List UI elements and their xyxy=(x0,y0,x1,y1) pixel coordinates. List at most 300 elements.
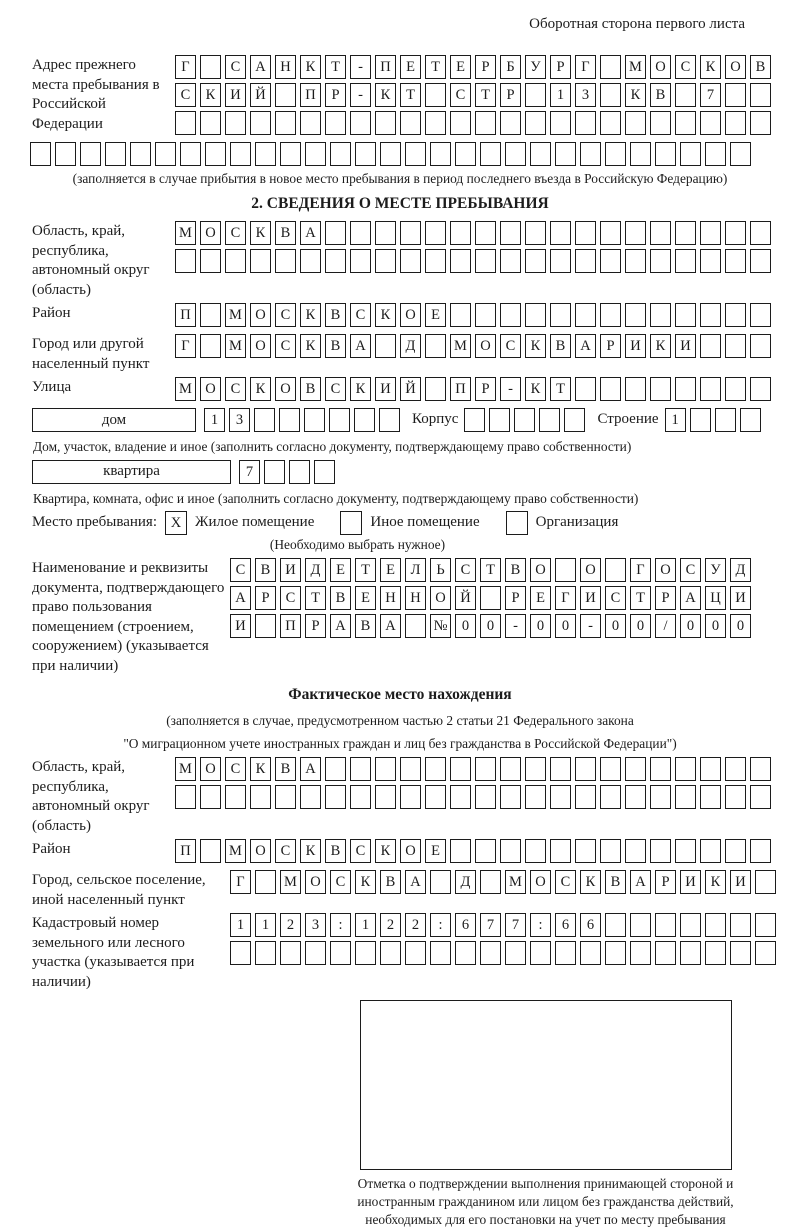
char-cell[interactable] xyxy=(200,334,221,358)
char-cell[interactable] xyxy=(475,249,496,273)
char-cell[interactable]: Т xyxy=(550,377,571,401)
char-cell[interactable]: К xyxy=(300,839,321,863)
char-cell[interactable] xyxy=(450,839,471,863)
char-cell[interactable]: С xyxy=(230,558,251,582)
char-cell[interactable] xyxy=(480,870,501,894)
char-cell[interactable] xyxy=(425,757,446,781)
char-cell[interactable] xyxy=(350,785,371,809)
char-cell[interactable] xyxy=(700,303,721,327)
char-cell[interactable] xyxy=(355,941,376,965)
char-cell[interactable]: К xyxy=(375,303,396,327)
char-cell[interactable]: Е xyxy=(400,55,421,79)
char-cell[interactable] xyxy=(730,941,751,965)
char-cell[interactable] xyxy=(450,785,471,809)
char-cell[interactable]: 0 xyxy=(605,614,626,638)
char-cell[interactable]: П xyxy=(175,303,196,327)
char-cell[interactable] xyxy=(530,941,551,965)
char-cell[interactable] xyxy=(725,377,746,401)
char-cell[interactable]: К xyxy=(375,83,396,107)
char-cell[interactable] xyxy=(300,111,321,135)
char-cell[interactable] xyxy=(750,221,771,245)
char-cell[interactable] xyxy=(380,941,401,965)
char-cell[interactable] xyxy=(255,142,276,166)
char-cell[interactable]: В xyxy=(325,303,346,327)
char-cell[interactable]: 2 xyxy=(380,913,401,937)
char-cell[interactable]: М xyxy=(225,334,246,358)
char-cell[interactable] xyxy=(539,408,560,432)
char-cell[interactable] xyxy=(705,913,726,937)
char-cell[interactable]: Р xyxy=(325,83,346,107)
char-cell[interactable]: В xyxy=(380,870,401,894)
char-cell[interactable] xyxy=(725,839,746,863)
char-cell[interactable] xyxy=(650,221,671,245)
char-cell[interactable]: В xyxy=(550,334,571,358)
char-cell[interactable]: Ц xyxy=(705,586,726,610)
char-cell[interactable]: А xyxy=(330,614,351,638)
char-cell[interactable] xyxy=(525,303,546,327)
char-cell[interactable]: 6 xyxy=(580,913,601,937)
char-cell[interactable]: М xyxy=(450,334,471,358)
char-cell[interactable]: Д xyxy=(455,870,476,894)
char-cell[interactable] xyxy=(505,941,526,965)
char-cell[interactable] xyxy=(725,757,746,781)
char-cell[interactable] xyxy=(600,785,621,809)
char-cell[interactable] xyxy=(750,785,771,809)
char-cell[interactable]: С xyxy=(350,303,371,327)
char-cell[interactable] xyxy=(325,757,346,781)
char-cell[interactable]: 0 xyxy=(730,614,751,638)
char-cell[interactable]: К xyxy=(650,334,671,358)
char-cell[interactable]: К xyxy=(580,870,601,894)
char-cell[interactable]: 0 xyxy=(705,614,726,638)
char-cell[interactable] xyxy=(405,941,426,965)
char-cell[interactable] xyxy=(600,83,621,107)
char-cell[interactable] xyxy=(405,614,426,638)
char-cell[interactable]: В xyxy=(355,614,376,638)
char-cell[interactable]: С xyxy=(450,83,471,107)
char-cell[interactable] xyxy=(450,111,471,135)
char-cell[interactable] xyxy=(750,757,771,781)
char-cell[interactable] xyxy=(200,839,221,863)
char-cell[interactable]: А xyxy=(230,586,251,610)
char-cell[interactable]: 1 xyxy=(355,913,376,937)
char-cell[interactable]: С xyxy=(555,870,576,894)
char-cell[interactable] xyxy=(730,142,751,166)
char-cell[interactable] xyxy=(314,460,335,484)
char-cell[interactable]: 7 xyxy=(239,460,260,484)
char-cell[interactable] xyxy=(225,249,246,273)
char-cell[interactable]: 7 xyxy=(505,913,526,937)
char-cell[interactable]: Р xyxy=(500,83,521,107)
char-cell[interactable] xyxy=(630,142,651,166)
char-cell[interactable]: Н xyxy=(405,586,426,610)
char-cell[interactable] xyxy=(180,142,201,166)
char-cell[interactable]: Г xyxy=(175,334,196,358)
char-cell[interactable] xyxy=(500,839,521,863)
char-cell[interactable]: К xyxy=(355,870,376,894)
char-cell[interactable]: Р xyxy=(505,586,526,610)
char-cell[interactable] xyxy=(675,221,696,245)
char-cell[interactable] xyxy=(600,221,621,245)
char-cell[interactable] xyxy=(750,303,771,327)
char-cell[interactable]: Т xyxy=(425,55,446,79)
char-cell[interactable]: К xyxy=(625,83,646,107)
char-cell[interactable] xyxy=(450,757,471,781)
char-cell[interactable]: Т xyxy=(355,558,376,582)
char-cell[interactable] xyxy=(329,408,350,432)
char-cell[interactable] xyxy=(650,757,671,781)
char-cell[interactable]: С xyxy=(225,55,246,79)
char-cell[interactable] xyxy=(625,757,646,781)
char-cell[interactable] xyxy=(715,408,736,432)
char-cell[interactable]: С xyxy=(605,586,626,610)
char-cell[interactable]: А xyxy=(300,757,321,781)
char-cell[interactable] xyxy=(730,913,751,937)
char-cell[interactable] xyxy=(275,111,296,135)
char-cell[interactable]: С xyxy=(275,303,296,327)
char-cell[interactable]: А xyxy=(575,334,596,358)
char-cell[interactable] xyxy=(575,757,596,781)
char-cell[interactable]: Г xyxy=(230,870,251,894)
char-cell[interactable] xyxy=(675,111,696,135)
char-cell[interactable] xyxy=(675,303,696,327)
char-cell[interactable] xyxy=(455,142,476,166)
char-cell[interactable] xyxy=(625,785,646,809)
char-cell[interactable] xyxy=(330,142,351,166)
char-cell[interactable]: В xyxy=(275,221,296,245)
char-cell[interactable]: А xyxy=(680,586,701,610)
char-cell[interactable] xyxy=(580,941,601,965)
char-cell[interactable]: С xyxy=(275,334,296,358)
char-cell[interactable] xyxy=(475,785,496,809)
char-cell[interactable]: - xyxy=(505,614,526,638)
char-cell[interactable]: И xyxy=(675,334,696,358)
char-cell[interactable]: О xyxy=(200,757,221,781)
char-cell[interactable] xyxy=(680,941,701,965)
char-cell[interactable] xyxy=(455,941,476,965)
char-cell[interactable]: К xyxy=(705,870,726,894)
char-cell[interactable] xyxy=(30,142,51,166)
char-cell[interactable] xyxy=(630,941,651,965)
char-cell[interactable] xyxy=(580,142,601,166)
char-cell[interactable]: О xyxy=(530,870,551,894)
char-cell[interactable]: 7 xyxy=(480,913,501,937)
char-cell[interactable] xyxy=(514,408,535,432)
char-cell[interactable] xyxy=(305,941,326,965)
char-cell[interactable]: 0 xyxy=(480,614,501,638)
char-cell[interactable] xyxy=(700,785,721,809)
char-cell[interactable]: К xyxy=(250,757,271,781)
char-cell[interactable]: Ь xyxy=(430,558,451,582)
char-cell[interactable] xyxy=(280,142,301,166)
char-cell[interactable]: Е xyxy=(450,55,471,79)
char-cell[interactable]: - xyxy=(350,55,371,79)
char-cell[interactable] xyxy=(304,408,325,432)
char-cell[interactable]: 1 xyxy=(665,408,686,432)
char-cell[interactable] xyxy=(200,785,221,809)
char-cell[interactable] xyxy=(250,111,271,135)
char-cell[interactable]: М xyxy=(625,55,646,79)
char-cell[interactable]: У xyxy=(525,55,546,79)
char-cell[interactable] xyxy=(605,913,626,937)
char-cell[interactable]: С xyxy=(225,377,246,401)
char-cell[interactable] xyxy=(350,221,371,245)
char-cell[interactable]: С xyxy=(680,558,701,582)
char-cell[interactable]: Б xyxy=(500,55,521,79)
char-cell[interactable]: Й xyxy=(400,377,421,401)
char-cell[interactable] xyxy=(425,785,446,809)
char-cell[interactable]: Т xyxy=(475,83,496,107)
char-cell[interactable]: К xyxy=(525,377,546,401)
char-cell[interactable]: К xyxy=(300,55,321,79)
char-cell[interactable]: 1 xyxy=(204,408,225,432)
char-cell[interactable]: О xyxy=(400,839,421,863)
char-cell[interactable] xyxy=(105,142,126,166)
char-cell[interactable] xyxy=(680,142,701,166)
char-cell[interactable]: И xyxy=(280,558,301,582)
char-cell[interactable]: О xyxy=(650,55,671,79)
char-cell[interactable] xyxy=(225,111,246,135)
char-cell[interactable] xyxy=(375,221,396,245)
char-cell[interactable]: 7 xyxy=(700,83,721,107)
char-cell[interactable] xyxy=(605,142,626,166)
char-cell[interactable]: Е xyxy=(355,586,376,610)
char-cell[interactable]: 1 xyxy=(230,913,251,937)
char-cell[interactable]: В xyxy=(300,377,321,401)
char-cell[interactable] xyxy=(625,839,646,863)
char-cell[interactable] xyxy=(690,408,711,432)
char-cell[interactable]: В xyxy=(325,334,346,358)
char-cell[interactable] xyxy=(500,303,521,327)
char-cell[interactable] xyxy=(625,303,646,327)
char-cell[interactable] xyxy=(550,839,571,863)
char-cell[interactable]: И xyxy=(625,334,646,358)
char-cell[interactable]: Й xyxy=(250,83,271,107)
char-cell[interactable]: № xyxy=(430,614,451,638)
char-cell[interactable] xyxy=(230,941,251,965)
char-cell[interactable]: К xyxy=(300,303,321,327)
char-cell[interactable] xyxy=(354,408,375,432)
char-cell[interactable] xyxy=(755,941,776,965)
char-cell[interactable]: 0 xyxy=(680,614,701,638)
char-cell[interactable]: И xyxy=(580,586,601,610)
residential-checkbox[interactable]: X xyxy=(165,511,187,535)
char-cell[interactable]: Е xyxy=(380,558,401,582)
char-cell[interactable]: К xyxy=(250,377,271,401)
char-cell[interactable]: А xyxy=(250,55,271,79)
char-cell[interactable] xyxy=(500,757,521,781)
char-cell[interactable] xyxy=(255,941,276,965)
char-cell[interactable]: Г xyxy=(175,55,196,79)
char-cell[interactable] xyxy=(650,839,671,863)
char-cell[interactable] xyxy=(375,249,396,273)
char-cell[interactable]: К xyxy=(375,839,396,863)
char-cell[interactable] xyxy=(650,249,671,273)
char-cell[interactable] xyxy=(550,757,571,781)
char-cell[interactable]: С xyxy=(225,221,246,245)
char-cell[interactable] xyxy=(325,785,346,809)
char-cell[interactable] xyxy=(325,249,346,273)
char-cell[interactable] xyxy=(700,377,721,401)
char-cell[interactable] xyxy=(379,408,400,432)
char-cell[interactable]: 0 xyxy=(630,614,651,638)
house-type-box[interactable]: дом xyxy=(32,408,196,432)
char-cell[interactable]: Т xyxy=(305,586,326,610)
char-cell[interactable]: О xyxy=(655,558,676,582)
char-cell[interactable] xyxy=(605,558,626,582)
char-cell[interactable] xyxy=(275,83,296,107)
char-cell[interactable]: - xyxy=(500,377,521,401)
char-cell[interactable]: М xyxy=(175,377,196,401)
char-cell[interactable] xyxy=(400,785,421,809)
char-cell[interactable]: О xyxy=(275,377,296,401)
char-cell[interactable] xyxy=(200,111,221,135)
char-cell[interactable]: П xyxy=(300,83,321,107)
char-cell[interactable]: О xyxy=(305,870,326,894)
char-cell[interactable] xyxy=(600,249,621,273)
char-cell[interactable]: 6 xyxy=(455,913,476,937)
char-cell[interactable]: Р xyxy=(600,334,621,358)
char-cell[interactable] xyxy=(725,249,746,273)
char-cell[interactable]: В xyxy=(505,558,526,582)
char-cell[interactable] xyxy=(525,83,546,107)
char-cell[interactable]: А xyxy=(630,870,651,894)
char-cell[interactable] xyxy=(600,757,621,781)
char-cell[interactable]: И xyxy=(375,377,396,401)
char-cell[interactable] xyxy=(750,334,771,358)
char-cell[interactable]: Д xyxy=(730,558,751,582)
char-cell[interactable] xyxy=(225,785,246,809)
char-cell[interactable]: В xyxy=(275,757,296,781)
char-cell[interactable] xyxy=(200,249,221,273)
char-cell[interactable] xyxy=(464,408,485,432)
char-cell[interactable] xyxy=(675,839,696,863)
char-cell[interactable] xyxy=(450,303,471,327)
char-cell[interactable]: Й xyxy=(455,586,476,610)
char-cell[interactable] xyxy=(600,377,621,401)
char-cell[interactable]: Р xyxy=(475,55,496,79)
char-cell[interactable] xyxy=(750,377,771,401)
char-cell[interactable] xyxy=(675,83,696,107)
char-cell[interactable] xyxy=(550,249,571,273)
char-cell[interactable]: К xyxy=(700,55,721,79)
char-cell[interactable] xyxy=(475,111,496,135)
char-cell[interactable] xyxy=(550,785,571,809)
char-cell[interactable] xyxy=(750,839,771,863)
char-cell[interactable] xyxy=(650,303,671,327)
char-cell[interactable] xyxy=(355,142,376,166)
char-cell[interactable] xyxy=(275,249,296,273)
char-cell[interactable] xyxy=(325,111,346,135)
char-cell[interactable] xyxy=(500,249,521,273)
char-cell[interactable]: И xyxy=(225,83,246,107)
char-cell[interactable] xyxy=(55,142,76,166)
char-cell[interactable]: Д xyxy=(305,558,326,582)
char-cell[interactable]: В xyxy=(750,55,771,79)
char-cell[interactable]: - xyxy=(580,614,601,638)
other-premises-checkbox[interactable] xyxy=(340,511,362,535)
char-cell[interactable] xyxy=(555,941,576,965)
char-cell[interactable]: 3 xyxy=(305,913,326,937)
char-cell[interactable]: С xyxy=(330,870,351,894)
char-cell[interactable]: М xyxy=(280,870,301,894)
char-cell[interactable] xyxy=(375,757,396,781)
char-cell[interactable] xyxy=(250,785,271,809)
char-cell[interactable] xyxy=(425,83,446,107)
char-cell[interactable]: Т xyxy=(480,558,501,582)
char-cell[interactable]: Т xyxy=(630,586,651,610)
char-cell[interactable]: М xyxy=(175,221,196,245)
char-cell[interactable] xyxy=(475,303,496,327)
char-cell[interactable]: О xyxy=(475,334,496,358)
char-cell[interactable] xyxy=(325,221,346,245)
char-cell[interactable] xyxy=(675,377,696,401)
char-cell[interactable]: Е xyxy=(530,586,551,610)
char-cell[interactable] xyxy=(725,303,746,327)
char-cell[interactable] xyxy=(530,142,551,166)
char-cell[interactable] xyxy=(500,785,521,809)
char-cell[interactable] xyxy=(750,249,771,273)
char-cell[interactable] xyxy=(650,785,671,809)
char-cell[interactable] xyxy=(425,249,446,273)
char-cell[interactable] xyxy=(700,757,721,781)
char-cell[interactable]: Т xyxy=(325,55,346,79)
char-cell[interactable]: 6 xyxy=(555,913,576,937)
char-cell[interactable]: О xyxy=(250,303,271,327)
char-cell[interactable] xyxy=(255,614,276,638)
char-cell[interactable]: К xyxy=(300,334,321,358)
char-cell[interactable]: 2 xyxy=(405,913,426,937)
char-cell[interactable]: 1 xyxy=(550,83,571,107)
char-cell[interactable] xyxy=(305,142,326,166)
char-cell[interactable]: Р xyxy=(475,377,496,401)
char-cell[interactable] xyxy=(700,334,721,358)
char-cell[interactable]: 0 xyxy=(530,614,551,638)
char-cell[interactable] xyxy=(500,111,521,135)
char-cell[interactable]: О xyxy=(250,334,271,358)
char-cell[interactable]: М xyxy=(175,757,196,781)
char-cell[interactable] xyxy=(550,303,571,327)
char-cell[interactable] xyxy=(700,839,721,863)
char-cell[interactable] xyxy=(475,757,496,781)
char-cell[interactable]: / xyxy=(655,614,676,638)
char-cell[interactable]: О xyxy=(530,558,551,582)
char-cell[interactable] xyxy=(600,111,621,135)
char-cell[interactable] xyxy=(350,757,371,781)
char-cell[interactable]: Е xyxy=(425,839,446,863)
char-cell[interactable]: В xyxy=(330,586,351,610)
char-cell[interactable] xyxy=(330,941,351,965)
char-cell[interactable]: О xyxy=(725,55,746,79)
char-cell[interactable] xyxy=(230,142,251,166)
char-cell[interactable]: : xyxy=(330,913,351,937)
char-cell[interactable] xyxy=(175,249,196,273)
char-cell[interactable] xyxy=(80,142,101,166)
char-cell[interactable] xyxy=(600,303,621,327)
char-cell[interactable]: С xyxy=(325,377,346,401)
char-cell[interactable]: К xyxy=(525,334,546,358)
char-cell[interactable]: Е xyxy=(425,303,446,327)
char-cell[interactable]: Р xyxy=(305,614,326,638)
char-cell[interactable]: Д xyxy=(400,334,421,358)
char-cell[interactable]: - xyxy=(350,83,371,107)
char-cell[interactable] xyxy=(650,111,671,135)
char-cell[interactable]: : xyxy=(430,913,451,937)
char-cell[interactable] xyxy=(675,785,696,809)
char-cell[interactable] xyxy=(205,142,226,166)
char-cell[interactable]: 1 xyxy=(255,913,276,937)
char-cell[interactable]: Т xyxy=(400,83,421,107)
